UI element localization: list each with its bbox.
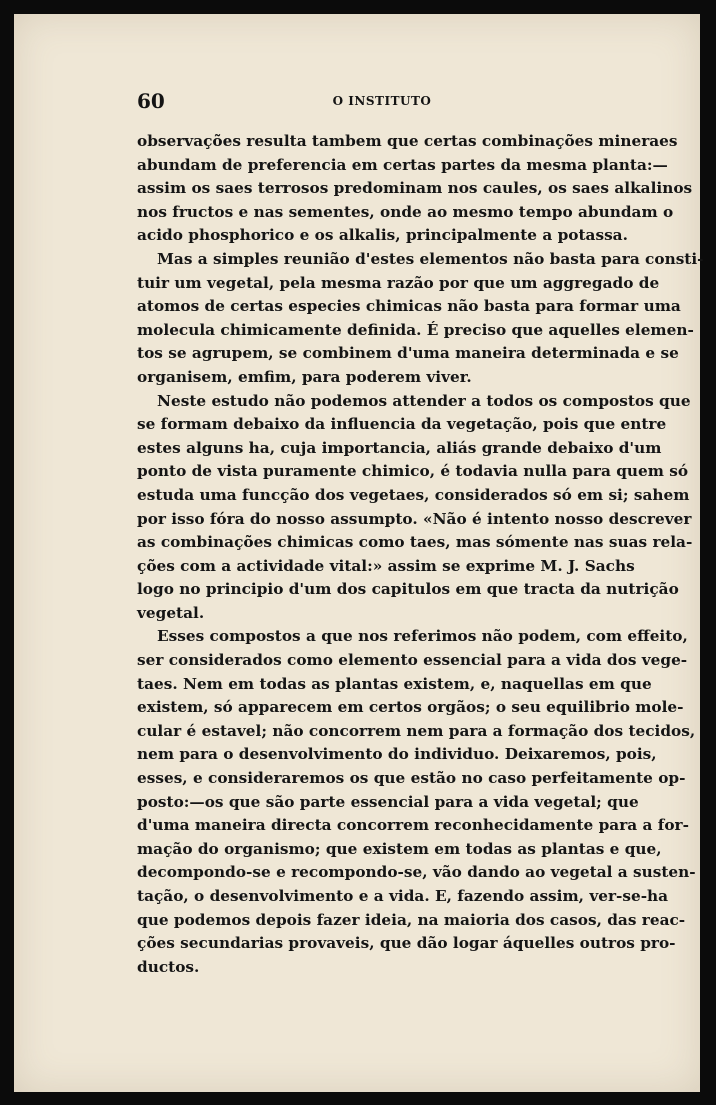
page-number: 60 xyxy=(137,89,165,113)
text-line: decompondo-se e recompondo-se, vão dando ao vegetal a susten- xyxy=(137,863,696,882)
text-line: observações resulta tambem que certas combinações mineraes xyxy=(137,132,678,150)
paragraph xyxy=(137,130,693,248)
text-line: ductos. xyxy=(137,957,200,976)
text-line: ser considerados como elemento essencial para a vida dos vege- xyxy=(137,651,688,670)
text-line: vegetal. xyxy=(137,603,205,622)
text-line: posto:—os que são parte essencial para a vida vegetal; que xyxy=(137,792,639,811)
text-line: Mas a simples reunião d'estes elementos não basta para consti- xyxy=(157,249,704,268)
text-line: esses, e consideraremos os que estão no caso perfeitamente op- xyxy=(137,769,686,788)
text-line: logo no principio d'um dos capitulos em que tracta da nutrição xyxy=(137,580,679,599)
text-line: assim os saes terrosos predominam nos caules, os saes alkalinos xyxy=(137,179,693,198)
paragraph xyxy=(137,625,696,979)
text-line: estuda uma funcção dos vegetaes, considerados só em si; sahem xyxy=(137,485,690,504)
running-head: O INSTITUTO xyxy=(332,94,432,108)
text-line: existem, só apparecem em certos orgãos; o seu equilibrio mole- xyxy=(137,698,684,717)
text-line: molecula chimicamente definida. É preciso que aquelles elemen- xyxy=(137,320,694,339)
text-line: nos fructos e nas sementes, onde ao mesmo tempo abundam o xyxy=(137,202,674,221)
text-line: tos se agrupem, se combinem d'uma maneira determinada e se xyxy=(137,344,679,363)
text-line: Neste estudo não podemos attender a todos os compostos que xyxy=(157,391,691,410)
text-line: as combinações chimicas como taes, mas sómente nas suas rela- xyxy=(137,533,693,552)
text-line: tuir um vegetal, pela mesma razão por que um aggregado de xyxy=(137,273,660,292)
text-line: atomos de certas especies chimicas não basta para formar uma xyxy=(137,297,681,316)
text-line: se formam debaixo da influencia da vegetação, pois que entre xyxy=(137,415,667,434)
text-line: d'uma maneira directa concorrem reconhecidamente para a for- xyxy=(137,816,689,835)
text-line: ções com a actividade vital:» assim se exprime M. J. Sachs xyxy=(137,556,635,575)
text-line: ções secundarias provaveis, que dão logar áquelles outros pro- xyxy=(137,934,676,953)
text-line: taes. Nem em todas as plantas existem, e, naquellas em que xyxy=(137,674,652,693)
text-line: abundam de preferencia em certas partes da mesma planta:— xyxy=(137,155,668,174)
text-line: estes alguns ha, cuja importancia, aliás grande debaixo d'um xyxy=(137,438,662,457)
body-text xyxy=(137,130,704,979)
text-line: mação do organismo; que existem em todas as plantas e que, xyxy=(137,839,662,858)
text-line: Esses compostos a que nos referimos não podem, com effeito, xyxy=(157,627,688,646)
text-line: tação, o desenvolvimento e a vida. E, fazendo assim, ver-se-ha xyxy=(137,887,669,905)
text-line: acido phosphorico e os alkalis, principalmente a potassa. xyxy=(137,226,628,245)
paragraph xyxy=(137,390,693,626)
text-line: cular é estavel; não concorrem nem para a formação dos tecidos, xyxy=(137,721,696,740)
text-line: nem para o desenvolvimento do individuo. Deixaremos, pois, xyxy=(137,745,657,764)
text-line: organisem, emfim, para poderem viver. xyxy=(137,367,472,386)
text-line: ponto de vista puramente chimico, é todavia nulla para quem só xyxy=(137,462,689,481)
paragraph xyxy=(137,248,704,390)
text-line: por isso fóra do nosso assumpto. «Não é intento nosso descrever xyxy=(137,509,692,528)
page-header xyxy=(137,89,627,113)
text-line: que podemos depois fazer ideia, na maioria dos casos, das reac- xyxy=(137,910,686,929)
